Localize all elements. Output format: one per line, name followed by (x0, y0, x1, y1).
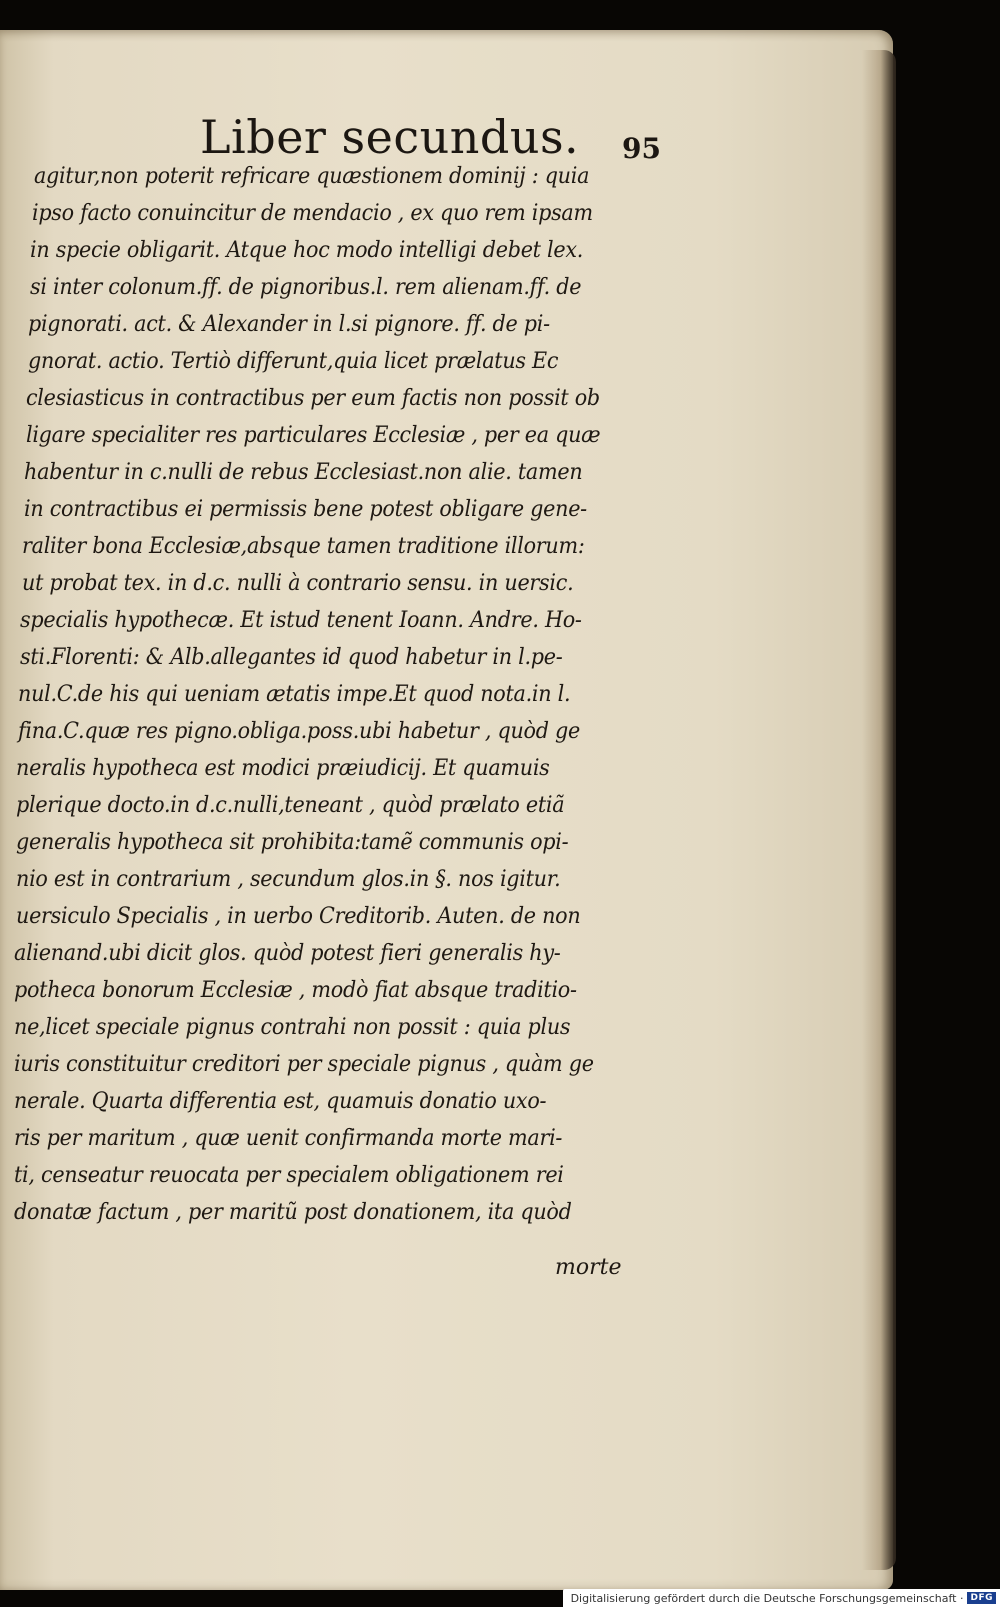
text-line: ut probat tex. in d.c. nulli à contrario sensu. in uersic. (22, 571, 574, 596)
text-line: sti.Florenti: & Alb.allegantes id quod habetur in l.pe- (20, 645, 563, 670)
text-line: uersiculo Specialis , in uerbo Creditorib. Auten. de non (16, 904, 581, 929)
text-line: in contractibus ei permissis bene potest obligare gene- (24, 497, 587, 522)
text-line: ipso facto conuincitur de mendacio , ex quo rem ipsam (32, 201, 593, 226)
text-line: donatæ factum , per maritũ post donationem, ita quòd (14, 1200, 572, 1225)
text-line: nul.C.de his qui ueniam ætatis impe.Et quod nota.in l. (18, 682, 571, 707)
text-line: specialis hypothecæ. Et istud tenent Ioann. Andre. Ho- (20, 608, 582, 633)
running-head: Liber secundus. (200, 110, 580, 164)
text-line: in specie obligarit. Atque hoc modo intelligi debet lex. (30, 238, 584, 263)
text-line: alienand.ubi dicit glos. quòd potest fieri generalis hy- (14, 941, 561, 966)
text-line: habentur in c.nulli de rebus Ecclesiast.non alie. tamen (24, 460, 583, 485)
text-line: ne,licet speciale pignus contrahi non possit : quia plus (14, 1015, 571, 1040)
text-line: raliter bona Ecclesiæ,absque tamen traditione illorum: (22, 534, 585, 559)
text-line: si inter colonum.ff. de pignoribus.l. rem alienam.ff. de (30, 275, 582, 300)
text-line: agitur,non poterit refricare quæstionem dominij : quia (34, 164, 590, 189)
dfg-logo-icon: DFG (967, 1592, 996, 1604)
text-line: generalis hypotheca sit prohibita:tamẽ communis opi- (16, 830, 569, 855)
text-line: ti, censeatur reuocata per specialem obligationem rei (14, 1163, 564, 1188)
text-line: neralis hypotheca est modici præiudicij. Et quamuis (16, 756, 550, 781)
text-line: ris per maritum , quæ uenit confirmanda morte mari- (14, 1126, 563, 1151)
page-number: 95 (622, 132, 661, 165)
text-line: potheca bonorum Ecclesiæ , modò fiat absque traditio- (14, 978, 577, 1003)
footer-credit: Digitalisierung gefördert durch die Deutsche Forschungsgemeinschaft · (570, 1591, 964, 1605)
text-line: clesiasticus in contractibus per eum factis non possit ob (26, 386, 600, 411)
text-line: iuris constituitur creditori per speciale pignus , quàm ge (14, 1052, 594, 1077)
text-line: nerale. Quarta differentia est, quamuis donatio uxo- (14, 1089, 547, 1114)
text-line: pignorati. act. & Alexander in l.si pignore. ff. de pi- (28, 312, 550, 337)
body-text (14, 158, 674, 1231)
text-line: plerique docto.in d.c.nulli,teneant , quòd prælato etiã (16, 793, 565, 818)
text-line: gnorat. actio. Tertiò differunt,quia licet prælatus Ec (28, 349, 559, 374)
text-line: fina.C.quæ res pigno.obliga.poss.ubi habetur , quòd ge (18, 719, 581, 744)
catchword: morte (555, 1255, 622, 1280)
page-edge (862, 50, 896, 1570)
text-line: nio est in contrarium , secundum glos.in §. nos igitur. (16, 867, 561, 892)
text-line: ligare specialiter res particulares Ecclesiæ , per ea quæ (26, 423, 601, 448)
digitization-footer (563, 1589, 1000, 1607)
